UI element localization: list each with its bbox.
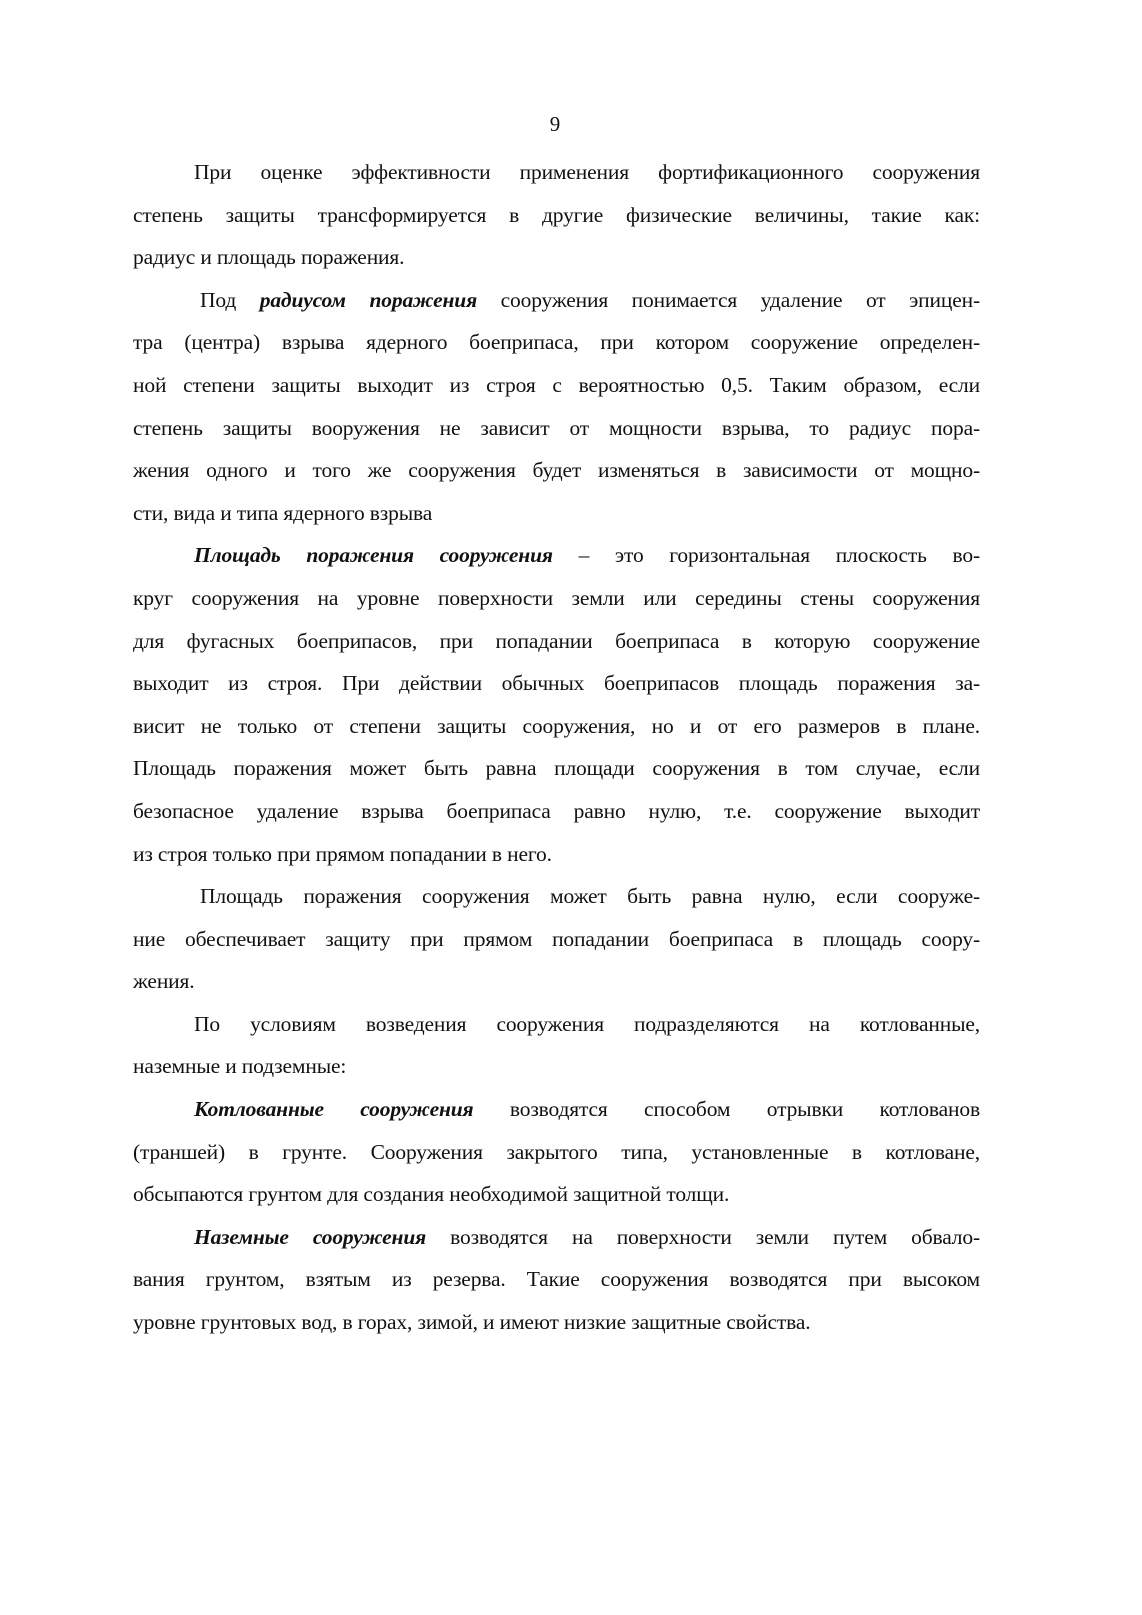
paragraph-intro [133, 151, 980, 279]
text-line: По условиям возведения сооружения подразделяются на котлованные, [194, 1011, 980, 1036]
text-line: висит не только от степени защиты сооружения, но и от его размеров в плане. [133, 713, 980, 738]
text-line: обсыпаются грунтом для создания необходимой защитной толщи. [133, 1182, 730, 1207]
text-line: вания грунтом, взятым из резерва. Такие сооружения возводятся при высоком [133, 1267, 980, 1292]
text-line [133, 279, 980, 322]
defined-term: Наземные сооружения [194, 1224, 427, 1249]
text-line: жения. [133, 969, 195, 994]
text-line: (траншей) в грунте. Сооружения закрытого типа, установленные в котловане, [133, 1139, 980, 1164]
defined-term: радиусом поражения [259, 287, 478, 312]
text-line [133, 1216, 980, 1259]
text-line: тра (центра) взрыва ядерного боеприпаса, при котором сооружение определен- [133, 330, 980, 355]
text-line: выходит из строя. При действии обычных боеприпасов площадь поражения за- [133, 671, 980, 696]
text-line: Площадь поражения сооружения может быть равна нулю, если сооруже- [200, 884, 980, 909]
paragraph-damage-area [133, 534, 980, 875]
text-line: из строя только при прямом попадании в него. [133, 841, 552, 866]
text-line: уровне грунтовых вод, в горах, зимой, и имеют низкие защитные свойства. [133, 1310, 811, 1335]
text-line: круг сооружения на уровне поверхности земли или середины стены сооружения [133, 585, 980, 610]
text-line: радиус и площадь поражения. [133, 245, 405, 270]
paragraph-damage-radius [133, 279, 980, 535]
line-text: возводятся способом отрывки котлованов [473, 1097, 980, 1122]
paragraph-construction-types [133, 1003, 980, 1088]
text-line: наземные и подземные: [133, 1054, 347, 1079]
line-text: сооружения понимается удаление от эпицен- [477, 287, 980, 312]
page-number: 9 [549, 112, 561, 136]
text-line: безопасное удаление взрыва боеприпаса равно нулю, т.е. сооружение выходит [133, 798, 980, 823]
text-line: ной степени защиты выходит из строя с вероятностью 0,5. Таким образом, если [133, 372, 980, 397]
line-text: Под [200, 287, 260, 312]
text-line: жения одного и того же сооружения будет изменяться в зависимости от мощно- [133, 458, 980, 483]
line-text: – это горизонтальная плоскость во- [552, 543, 980, 568]
paragraph-surface-structures [133, 1216, 980, 1344]
text-line: степень защиты трансформируется в другие физические величины, такие как: [133, 202, 980, 227]
defined-term: Котлованные сооружения [194, 1097, 474, 1122]
text-line: сти, вида и типа ядерного взрыва [133, 500, 433, 525]
line-text: возводятся на поверхности земли путем обвало- [426, 1224, 980, 1249]
text-line: При оценке эффективности применения фортификационного сооружения [194, 160, 980, 184]
text-line [133, 534, 980, 577]
paragraph-pit-structures [133, 1088, 980, 1216]
text-line: для фугасных боеприпасов, при попадании боеприпаса в которую сооружение [133, 628, 980, 653]
text-line: ние обеспечивает защиту при прямом попадании боеприпаса в площадь соору- [133, 926, 980, 951]
defined-term: Площадь поражения сооружения [194, 543, 553, 568]
paragraph-zero-area [133, 875, 980, 1003]
text-line: степень защиты вооружения не зависит от мощности взрыва, то радиус пора- [133, 415, 980, 440]
document-body [133, 151, 980, 1344]
text-line [133, 1088, 980, 1131]
text-line: Площадь поражения может быть равна площади сооружения в том случае, если [133, 756, 980, 781]
